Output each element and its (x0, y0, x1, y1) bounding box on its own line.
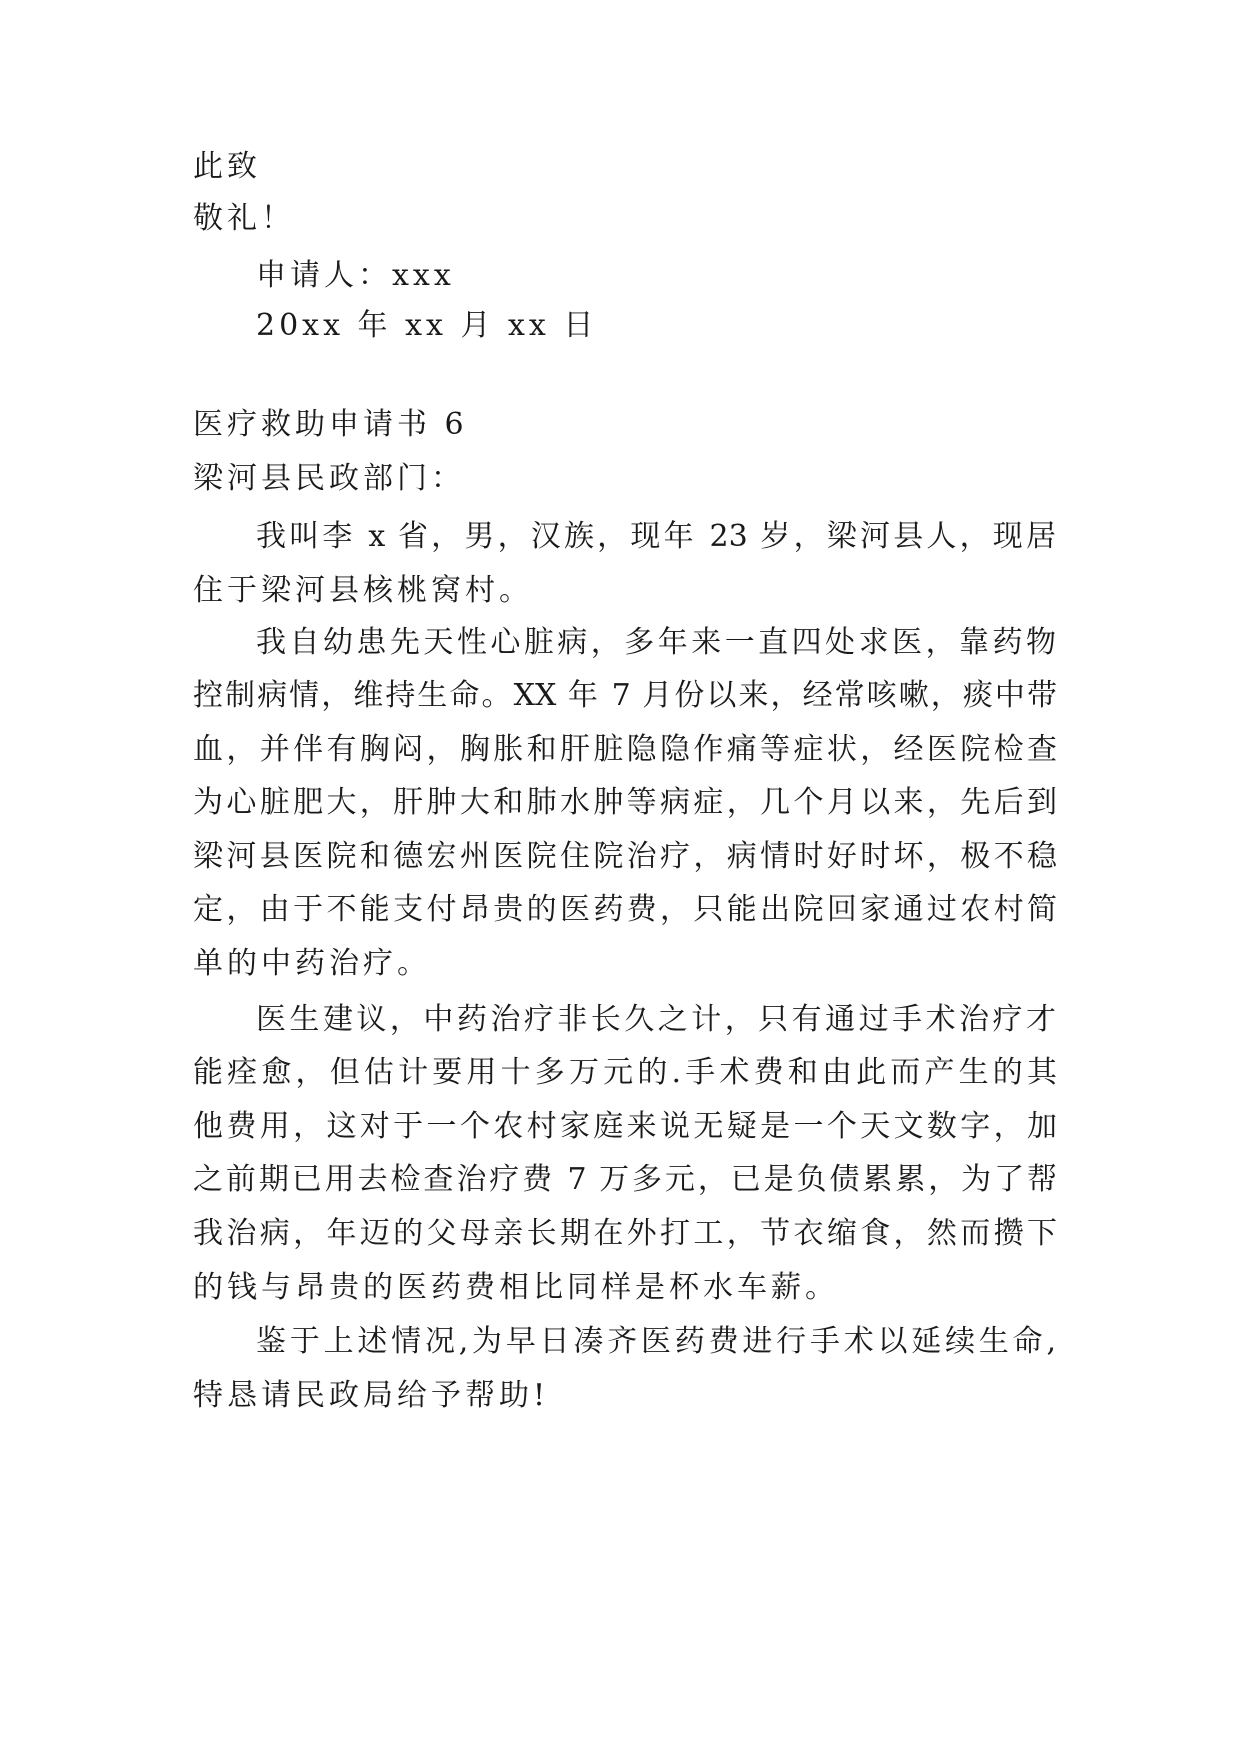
applicant-signature: 申请人：xxx (256, 258, 455, 293)
paragraph-line: 鉴于上述情况,为早日凑齐医药费进行手术以延续生命, (256, 1324, 1056, 1359)
paragraph-line: 我叫李 x 省，男，汉族，现年 23 岁，梁河县人，现居 (256, 519, 1056, 554)
paragraph-line: 住于梁河县核桃窝村。 (193, 573, 533, 608)
paragraph-line: 为心脏肥大，肝肿大和肺水肿等病症，几个月以来，先后到 (193, 785, 1057, 820)
paragraph-line: 我治病，年迈的父母亲长期在外打工，节衣缩食，然而攒下 (193, 1216, 1057, 1251)
paragraph-line: 能痊愈，但估计要用十多万元的.手术费和由此而产生的其 (193, 1055, 1057, 1090)
paragraph-line: 之前期已用去检查治疗费 7 万多元，已是负债累累，为了帮 (193, 1162, 1057, 1197)
paragraph-line: 他费用，这对于一个农村家庭来说无疑是一个天文数字，加 (193, 1109, 1057, 1144)
paragraph-line: 血，并伴有胸闷，胸胀和肝脏隐隐作痛等症状，经医院检查 (193, 732, 1057, 767)
closing-salutation: 此致 (193, 149, 261, 184)
paragraph-line: 梁河县医院和德宏州医院住院治疗，病情时好时坏，极不稳 (193, 839, 1057, 874)
paragraph-line: 我自幼患先天性心脏病，多年来一直四处求医，靠药物 (256, 625, 1056, 660)
letter-title: 医疗救助申请书 6 (193, 407, 468, 442)
paragraph-line: 医生建议，中药治疗非长久之计，只有通过手术治疗才 (256, 1002, 1056, 1037)
paragraph-line: 特恳请民政局给予帮助! (193, 1378, 550, 1413)
letter-recipient: 梁河县民政部门： (193, 461, 465, 496)
paragraph-line: 单的中药治疗。 (193, 946, 431, 981)
paragraph-line: 控制病情，维持生命。XX 年 7 月份以来，经常咳嗽，痰中带 (193, 678, 1057, 713)
closing-respect: 敬礼！ (193, 201, 295, 236)
paragraph-line: 定，由于不能支付昂贵的医药费，只能出院回家通过农村简 (193, 892, 1057, 927)
paragraph-line: 的钱与昂贵的医药费相比同样是杯水车薪。 (193, 1270, 839, 1305)
signature-date: 20xx 年 xx 月 xx 日 (256, 308, 598, 343)
